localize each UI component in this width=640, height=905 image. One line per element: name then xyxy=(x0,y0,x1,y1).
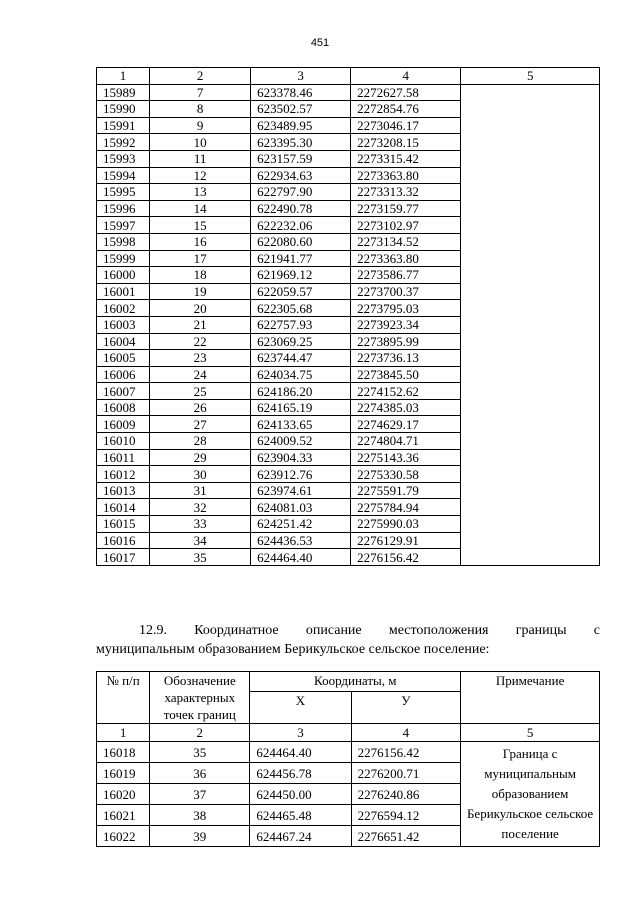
table-cell: 16005 xyxy=(97,350,150,367)
table-cell: 2273134.52 xyxy=(351,233,461,250)
table-cell: 17 xyxy=(150,250,251,267)
table-cell: 27 xyxy=(150,416,251,433)
table-cell: 622757.93 xyxy=(251,316,351,333)
table-cell: 2275330.58 xyxy=(351,466,461,483)
table-cell: 14 xyxy=(150,200,251,217)
table-cell: 15998 xyxy=(97,233,150,250)
table-cell: 24 xyxy=(150,366,251,383)
column-number: 4 xyxy=(351,724,461,742)
table-cell: 34 xyxy=(150,532,251,549)
table-cell: 16000 xyxy=(97,267,150,284)
column-number: 1 xyxy=(97,68,150,85)
table-cell: 12 xyxy=(150,167,251,184)
table-cell: 31 xyxy=(150,482,251,499)
table-cell: 624251.42 xyxy=(251,516,351,533)
table-cell: 16013 xyxy=(97,482,150,499)
table-cell: 16003 xyxy=(97,316,150,333)
header-designation: Обозначение характерных точек границ xyxy=(150,672,250,724)
note-cell: Граница с муниципальным образованием Берикульское сельское поселение xyxy=(461,742,600,847)
table-cell: 16001 xyxy=(97,283,150,300)
table-cell: 30 xyxy=(150,466,251,483)
table-cell: 11 xyxy=(150,150,251,167)
column-number: 2 xyxy=(150,724,250,742)
table-cell: 624467.24 xyxy=(250,826,351,847)
table-row xyxy=(97,742,600,763)
table-cell: 2273700.37 xyxy=(351,283,461,300)
table-cell: 623157.59 xyxy=(251,150,351,167)
table-cell: 2272854.76 xyxy=(351,101,461,118)
table-cell: 25 xyxy=(150,383,251,400)
table-cell: 26 xyxy=(150,399,251,416)
header-note: Примечание xyxy=(461,672,600,724)
table-cell: 623904.33 xyxy=(251,449,351,466)
table-cell: 15996 xyxy=(97,200,150,217)
table-row xyxy=(97,84,600,101)
table-cell: 8 xyxy=(150,101,251,118)
table-cell: 9 xyxy=(150,117,251,134)
heading-word: границы xyxy=(515,623,567,638)
table-cell: 622080.60 xyxy=(251,233,351,250)
table-cell: 36 xyxy=(150,763,250,784)
table-cell: 624133.65 xyxy=(251,416,351,433)
table-cell: 623395.30 xyxy=(251,134,351,151)
table-cell: 2273102.97 xyxy=(351,217,461,234)
table-cell: 16015 xyxy=(97,516,150,533)
table-cell: 622059.57 xyxy=(251,283,351,300)
column-number: 4 xyxy=(351,68,461,85)
table-cell: 21 xyxy=(150,316,251,333)
table-cell: 28 xyxy=(150,433,251,450)
note-cell-empty xyxy=(461,84,600,565)
table-cell: 624464.40 xyxy=(250,742,351,763)
table-cell: 623912.76 xyxy=(251,466,351,483)
table-cell: 2272627.58 xyxy=(351,84,461,101)
table-cell: 16010 xyxy=(97,433,150,450)
table-cell: 15990 xyxy=(97,101,150,118)
table-cell: 16017 xyxy=(97,549,150,566)
table-cell: 624009.52 xyxy=(251,433,351,450)
table-cell: 2275990.03 xyxy=(351,516,461,533)
table-cell: 32 xyxy=(150,499,251,516)
table-cell: 622490.78 xyxy=(251,200,351,217)
table-cell: 2274385.03 xyxy=(351,399,461,416)
table-cell: 624034.75 xyxy=(251,366,351,383)
table-cell: 16020 xyxy=(97,784,150,805)
table-cell: 29 xyxy=(150,449,251,466)
table-cell: 16016 xyxy=(97,532,150,549)
table-cell: 624165.19 xyxy=(251,399,351,416)
table-cell: 2273795.03 xyxy=(351,300,461,317)
table-cell: 2276651.42 xyxy=(351,826,461,847)
heading-word: Координатное xyxy=(194,623,279,638)
table-cell: 2275143.36 xyxy=(351,449,461,466)
table-cell: 16021 xyxy=(97,805,150,826)
table-cell: 622232.06 xyxy=(251,217,351,234)
coordinates-table-2 xyxy=(96,671,600,847)
table-cell: 33 xyxy=(150,516,251,533)
table-cell: 16012 xyxy=(97,466,150,483)
table-cell: 624465.48 xyxy=(250,805,351,826)
table-cell: 16004 xyxy=(97,333,150,350)
table-cell: 2273923.34 xyxy=(351,316,461,333)
table-cell: 15993 xyxy=(97,150,150,167)
table-cell: 16007 xyxy=(97,383,150,400)
table-cell: 2273736.13 xyxy=(351,350,461,367)
table-cell: 16014 xyxy=(97,499,150,516)
table-cell: 2274804.71 xyxy=(351,433,461,450)
table-cell: 15997 xyxy=(97,217,150,234)
table-cell: 2273159.77 xyxy=(351,200,461,217)
heading-word: с xyxy=(593,623,600,638)
table-cell: 622797.90 xyxy=(251,184,351,201)
header-x: X xyxy=(250,691,351,723)
table-cell: 2273363.80 xyxy=(351,167,461,184)
column-number: 3 xyxy=(250,724,351,742)
table-cell: 623744.47 xyxy=(251,350,351,367)
table-cell: 2273895.99 xyxy=(351,333,461,350)
table-cell: 623378.46 xyxy=(251,84,351,101)
table-cell: 15989 xyxy=(97,84,150,101)
table-cell: 2276240.86 xyxy=(351,784,461,805)
heading-word: местоположения xyxy=(388,623,489,638)
table-cell: 2273313.32 xyxy=(351,184,461,201)
table-cell: 13 xyxy=(150,184,251,201)
table-cell: 621941.77 xyxy=(251,250,351,267)
table-cell: 624436.53 xyxy=(251,532,351,549)
page-number: 451 xyxy=(310,37,330,49)
coordinates-table-1 xyxy=(96,67,600,566)
table-cell: 2276594.12 xyxy=(351,805,461,826)
table-cell: 15991 xyxy=(97,117,150,134)
table-cell: 16002 xyxy=(97,300,150,317)
column-number: 5 xyxy=(461,724,600,742)
table-cell: 15999 xyxy=(97,250,150,267)
table-cell: 2276156.42 xyxy=(351,742,461,763)
table-cell: 15 xyxy=(150,217,251,234)
section-number: 12.9. xyxy=(139,623,167,638)
header-no: № п/п xyxy=(97,672,150,724)
table-cell: 22 xyxy=(150,333,251,350)
column-number: 1 xyxy=(97,724,150,742)
table-cell: 39 xyxy=(150,826,250,847)
table-cell: 2276156.42 xyxy=(351,549,461,566)
column-number: 3 xyxy=(251,68,351,85)
table-cell: 20 xyxy=(150,300,251,317)
table-cell: 35 xyxy=(150,549,251,566)
table-cell: 23 xyxy=(150,350,251,367)
heading-word: описание xyxy=(305,623,362,638)
header-coords: Координаты, м xyxy=(250,672,461,692)
section-heading-line1 xyxy=(96,621,600,640)
table-cell: 16009 xyxy=(97,416,150,433)
table-cell: 16 xyxy=(150,233,251,250)
table-cell: 2274629.17 xyxy=(351,416,461,433)
table-cell: 15992 xyxy=(97,134,150,151)
table-cell: 16006 xyxy=(97,366,150,383)
table-cell: 2273586.77 xyxy=(351,267,461,284)
table-cell: 2273315.42 xyxy=(351,150,461,167)
table-cell: 2276129.91 xyxy=(351,532,461,549)
table-cell: 18 xyxy=(150,267,251,284)
table-cell: 2273363.80 xyxy=(351,250,461,267)
table-cell: 624186.20 xyxy=(251,383,351,400)
table-cell: 19 xyxy=(150,283,251,300)
table-cell: 2274152.62 xyxy=(351,383,461,400)
table-cell: 623974.61 xyxy=(251,482,351,499)
table-cell: 16022 xyxy=(97,826,150,847)
table-cell: 37 xyxy=(150,784,250,805)
table-cell: 624464.40 xyxy=(251,549,351,566)
table-cell: 623489.95 xyxy=(251,117,351,134)
table-cell: 2273208.15 xyxy=(351,134,461,151)
table-cell: 624081.03 xyxy=(251,499,351,516)
table-cell: 35 xyxy=(150,742,250,763)
table-cell: 2275591.79 xyxy=(351,482,461,499)
table-cell: 7 xyxy=(150,84,251,101)
table-cell: 2273845.50 xyxy=(351,366,461,383)
table-cell: 16011 xyxy=(97,449,150,466)
table-cell: 624450.00 xyxy=(250,784,351,805)
table-cell: 2275784.94 xyxy=(351,499,461,516)
table-cell: 624456.78 xyxy=(250,763,351,784)
table-cell: 2276200.71 xyxy=(351,763,461,784)
table-cell: 622305.68 xyxy=(251,300,351,317)
table-cell: 16018 xyxy=(97,742,150,763)
table-cell: 16019 xyxy=(97,763,150,784)
table-cell: 10 xyxy=(150,134,251,151)
table-cell: 621969.12 xyxy=(251,267,351,284)
table-cell: 622934.63 xyxy=(251,167,351,184)
table-cell: 623502.57 xyxy=(251,101,351,118)
column-number: 5 xyxy=(461,68,600,85)
table-cell: 15995 xyxy=(97,184,150,201)
column-number: 2 xyxy=(150,68,251,85)
header-y: У xyxy=(351,691,461,723)
table-cell: 38 xyxy=(150,805,250,826)
table-cell: 15994 xyxy=(97,167,150,184)
table-header-row xyxy=(97,68,600,85)
table-cell: 623069.25 xyxy=(251,333,351,350)
table-cell: 2273046.17 xyxy=(351,117,461,134)
section-heading-line2: муниципальным образованием Берикульское сельское поселение: xyxy=(96,642,490,657)
table-cell: 16008 xyxy=(97,399,150,416)
